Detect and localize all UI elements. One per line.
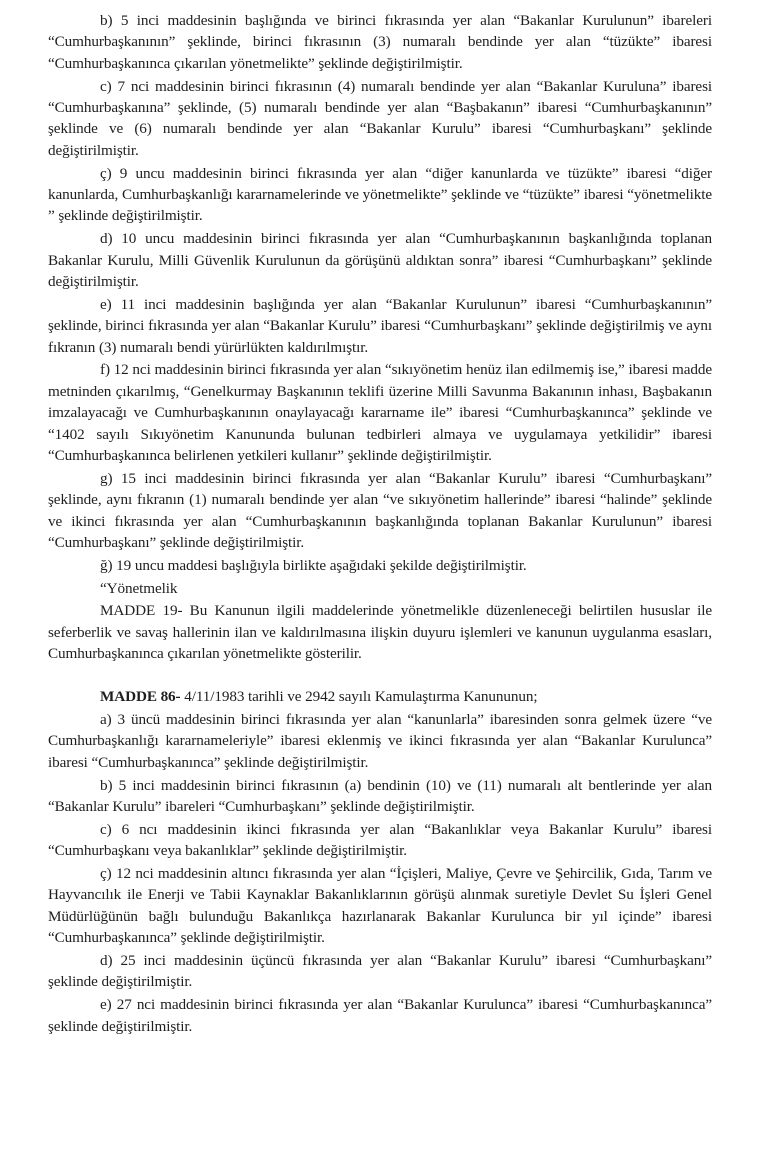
madde-19-text: MADDE 19- Bu Kanunun ilgili maddelerinde yönetmelikle düzenleneceği belirtilen hususlar ile seferberlik ve savaş hallerinin ilan ve kaldırılmasına ilişkin duyuru işlemleri ve kanunun uygulanma esasları, Cumhurbaşkanınca çıkarılan yönetmelikte gösterilir. bbox=[48, 602, 712, 663]
madde-86-paragraph-d: d) 25 inci maddesinin üçüncü fıkrasında yer alan “Bakanlar Kurulu” ibaresi “Cumhurbaşkanı” şeklinde değiştirilmiştir. bbox=[48, 951, 712, 991]
madde-86-paragraph-c: c) 6 ncı maddesinin ikinci fıkrasında yer alan “Bakanlıklar veya Bakanlar Kurulu” ibaresi “Cumhurbaşkanı veya bakanlıklar” şeklinde değiştirilmiştir. bbox=[48, 820, 712, 860]
madde-86-intro-text: 4/11/1983 tarihli ve 2942 sayılı Kamulaştırma Kanununun; bbox=[180, 688, 538, 706]
paragraph-f: f) 12 nci maddesinin birinci fıkrasında yer alan “sıkıyönetim henüz ilan edilmemiş ise,” ibaresi madde metninden çıkarılmış, “Genelkurmay Başkanının teklifi üzerine Milli Savunma Bakanının inhası, Başbakanın imzalayacağı ve Cumhurbaşkanının onaylayacağı kararname ile” ibaresi “Cumhurbaşkanınca” şeklinde ve “1402 sayılı Sıkıyönetim Kanununda bulunan tedbirleri almaya ve uygulamaya yetkilidir” ibaresi “Cumhurbaşkanınca belirlenen yetkileri kullanır” şeklinde değiştirilmiştir. bbox=[48, 361, 712, 465]
paragraph-c: c) 7 nci maddesinin birinci fıkrasının (4) numaralı bendinde yer alan “Bakanlar Kuruluna” ibaresi “Cumhurbaşkanına” şeklinde, (5) numaralı bendinde yer alan “Başbakanın” ibaresi “Cumhurbaşkanının” şeklinde ve (6) numaralı bendinde yer alan “Bakanlar Kurulu” ibaresi “Cumhurbaşkanı” şeklinde değiştirilmiştir. bbox=[48, 77, 712, 159]
madde-86-paragraph-e: e) 27 nci maddesinin birinci fıkrasında yer alan “Bakanlar Kurulunca” ibaresi “Cumhurbaşkanınca” şeklinde değiştirilmiştir. bbox=[48, 996, 712, 1035]
madde-86-paragraph-a: a) 3 üncü maddesinin birinci fıkrasında yer alan “kanunlarla” ibaresinden sonra gelmek üzere “ve Cumhurbaşkanlığı kararnameleriyle” ibaresi eklenmiş ve ikinci fıkrasında yer alan “Bakanlar Kurulunca” ibaresi “Cumhurbaşkanınca” şeklinde değiştirilmiştir. bbox=[48, 710, 712, 771]
paragraph-g: g) 15 inci maddesinin birinci fıkrasında yer alan “Bakanlar Kurulu” ibaresi “Cumhurbaşkanı” şeklinde, aynı fıkranın (1) numaralı bendinde yer alan “ve sıkıyönetim hallerinde” ibaresi “halinde” şeklinde ve ikinci fıkrasında yer alan “Cumhurbaşkanının başkanlığında toplanan Bakanlar Kurulunun” ibaresi “Cumhurbaşkanı” şeklinde değiştirilmiştir. bbox=[48, 469, 712, 552]
madde-86-paragraph-c-cedilla: ç) 12 nci maddesinin altıncı fıkrasında yer alan “İçişleri, Maliye, Çevre ve Şehircilik, Gıda, Tarım ve Hayvancılık ile Enerji ve Tabii Kaynaklar Bakanlıklarının görüşü alınmak suretiyle Devlet Su İşleri Genel Müdürlüğünün bağlı bulunduğu Bakanlıkça hazırlanarak Bakanlar Kurulunca bir yıl içinde” ibaresi “Cumhurbaşkanınca” şeklinde değiştirilmiştir. bbox=[48, 864, 712, 947]
paragraph-b: b) 5 inci maddesinin başlığında ve birinci fıkrasında yer alan “Bakanlar Kurulunun” ibareleri “Cumhurbaşkanının” şeklinde, birinci fıkrasının (3) numaralı bendinde yer alan “tüzükte” ibaresi “Cumhurbaşkanınca çıkarılan yönetmelikte” şeklinde değiştirilmiştir. bbox=[48, 12, 712, 72]
quoted-heading: “Yönetmelik bbox=[100, 579, 178, 597]
section-gap bbox=[48, 666, 712, 686]
document-body bbox=[48, 10, 712, 1038]
madde-86-heading: MADDE 86- bbox=[100, 688, 181, 706]
paragraph-d: d) 10 uncu maddesinin birinci fıkrasında yer alan “Cumhurbaşkanının başkanlığında toplanan Bakanlar Kurulu, Milli Güvenlik Kurulunun da görüşünü aldıktan sonra” ibaresi “Cumhurbaşkanı” şeklinde değiştirilmiştir. bbox=[48, 230, 712, 291]
paragraph-e: e) 11 inci maddesinin başlığında yer alan “Bakanlar Kurulunun” ibaresi “Cumhurbaşkanının” şeklinde, birinci fıkrasında yer alan “Bakanlar Kurulu” ibaresi “Cumhurbaşkanı” şeklinde değiştirilmiş ve aynı fıkranın (3) numaralı bendi yürürlükten kaldırılmıştır. bbox=[48, 295, 712, 356]
madde-86-paragraph-b: b) 5 inci maddesinin birinci fıkrasının (a) bendinin (10) ve (11) numaralı alt bentlerinde yer alan “Bakanlar Kurulu” ibareleri “Cumhurbaşkanı” şeklinde değiştirilmiştir. bbox=[48, 776, 712, 815]
madde-86-intro bbox=[48, 686, 712, 707]
paragraph-g-breve: ğ) 19 uncu maddesi başlığıyla birlikte aşağıdaki şekilde değiştirilmiştir. bbox=[100, 556, 527, 574]
paragraph-c-cedilla: ç) 9 uncu maddesinin birinci fıkrasında yer alan “diğer kanunlarda ve tüzükte” ibaresi “diğer kanunlarda, Cumhurbaşkanlığı kararnamelerinde ve yönetmelikte” şeklinde ve “tüzükte” ibaresi “yönetmelikte ” şeklinde değiştirilmiştir. bbox=[48, 164, 712, 225]
